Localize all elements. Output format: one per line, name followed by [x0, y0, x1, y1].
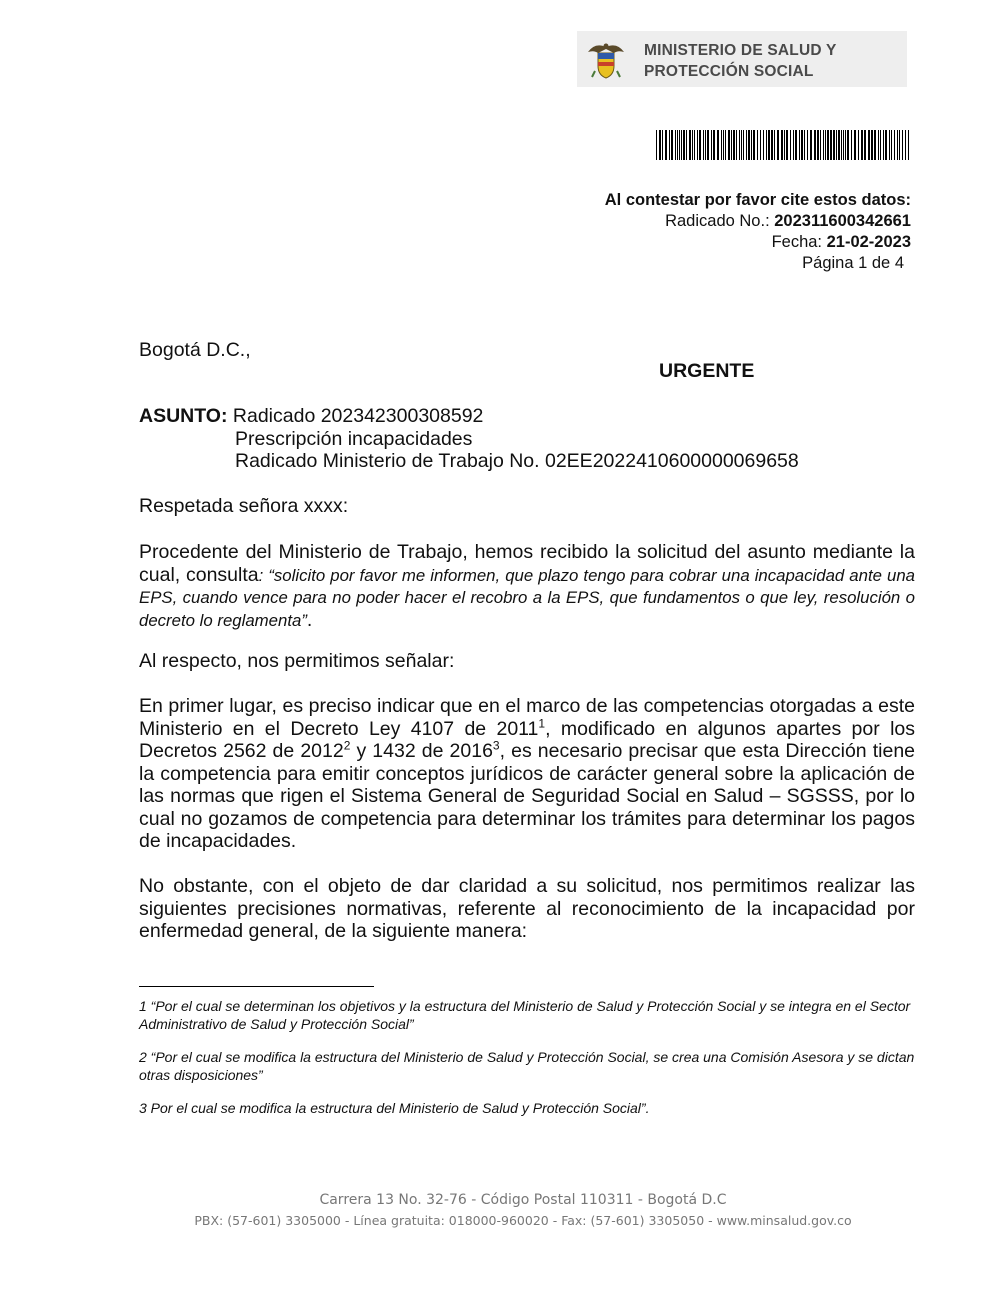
- ministry-name-line1: MINISTERIO DE SALUD Y: [644, 42, 837, 59]
- page-number: Página 1 de 4: [802, 254, 904, 272]
- subject-label: ASUNTO:: [139, 405, 228, 427]
- radicado-row: [605, 211, 911, 232]
- fecha-row: [605, 232, 911, 253]
- paragraph-request-text: Procedente del Ministerio de Trabajo, hemos recibido la solicitud del asunto mediante la cual, consulta: [139, 541, 915, 586]
- ministry-name-line2: PROTECCIÓN SOCIAL: [644, 63, 814, 80]
- ministry-logo: [577, 31, 907, 87]
- paragraph-request-end: .: [306, 608, 313, 631]
- citation-title: Al contestar por favor cite estos datos:: [604, 191, 911, 209]
- competence-text-d: , es necesario precisar que esta Dirección tiene la competencia para emitir conceptos jurídicos de carácter general sobre la aplicación de las normas que rigen el Sistema General de Seguridad Social en Salud – SGSSS, por lo cual no gozamos de competencia para determinar los trámites para determinar los pagos de incapacidades.: [139, 740, 916, 852]
- subject-line3: Radicado Ministerio de Trabajo No. 02EE2022410600000069658: [235, 450, 799, 472]
- ministry-name: [644, 40, 837, 82]
- competence-text-b: , modificado en algunos apartes por los Decretos 2562 de 2012: [139, 717, 915, 762]
- fecha-value: 21-02-2023: [826, 233, 911, 251]
- request-quote: : “solicito por favor me informen, que plazo tengo para cobrar una incapacidad ante una EPS, cuando vence para no poder hacer el recobro a la EPS, que fundamentos o que ley, resolución o decreto lo reglamenta”: [139, 565, 915, 630]
- competence-text-a: En primer lugar, es preciso indicar que en el marco de las competencias otorgadas a este Ministerio en el Decreto Ley 4107 de 2011: [139, 695, 915, 740]
- urgent-label: URGENTE: [659, 360, 755, 382]
- radicado-number: 202311600342661: [774, 212, 911, 230]
- salutation: Respetada señora xxxx:: [139, 495, 349, 517]
- footnote-1: 1 “Por el cual se determinan los objetivos y la estructura del Ministerio de Salud y Protección Social y se integra en el Sector Administrativo de Salud y Protección Social”: [139, 998, 911, 1032]
- subject-line1: Radicado 202342300308592: [227, 405, 484, 427]
- city-date: Bogotá D.C.,: [139, 339, 251, 361]
- barcode: [656, 130, 911, 160]
- competence-text-c: y 1432 de 2016: [350, 740, 493, 762]
- subject-block: [139, 405, 915, 473]
- footer-address: Carrera 13 No. 32-76 - Código Postal 110311 - Bogotá D.C: [319, 1192, 727, 1208]
- footnote-3: 3 Por el cual se modifica la estructura del Ministerio de Salud y Protección Social”.: [139, 1100, 650, 1116]
- coat-of-arms-icon: [585, 38, 627, 80]
- footnote-ref-1: 1: [538, 716, 546, 730]
- citation-block: [605, 190, 911, 274]
- footnote-ref-3: 3: [492, 738, 500, 753]
- footnote-ref-2: 2: [343, 738, 351, 753]
- paragraph-request: [139, 541, 915, 631]
- paragraph-competence: [139, 695, 915, 853]
- subject-line2: Prescripción incapacidades: [235, 427, 473, 450]
- footnote-2: 2 “Por el cual se modifica la estructura del Ministerio de Salud y Protección Social, se crea una Comisión Asesora y se dictan otras disposiciones”: [139, 1049, 915, 1083]
- radicado-label: Radicado No.:: [665, 212, 775, 230]
- paragraph-intro: Al respecto, nos permitimos señalar:: [139, 650, 455, 672]
- footnote-separator: [139, 986, 374, 987]
- fecha-label: Fecha:: [771, 233, 827, 251]
- footer-contact: PBX: (57-601) 3305000 - Línea gratuita: 018000-960020 - Fax: (57-601) 3305050 - www.minsalud.gov.co: [194, 1213, 852, 1228]
- paragraph-precisions: No obstante, con el objeto de dar claridad a su solicitud, nos permitimos realizar las siguientes precisiones normativas, referente al reconocimiento de la incapacidad por enfermedad general, de la siguiente manera:: [139, 875, 915, 942]
